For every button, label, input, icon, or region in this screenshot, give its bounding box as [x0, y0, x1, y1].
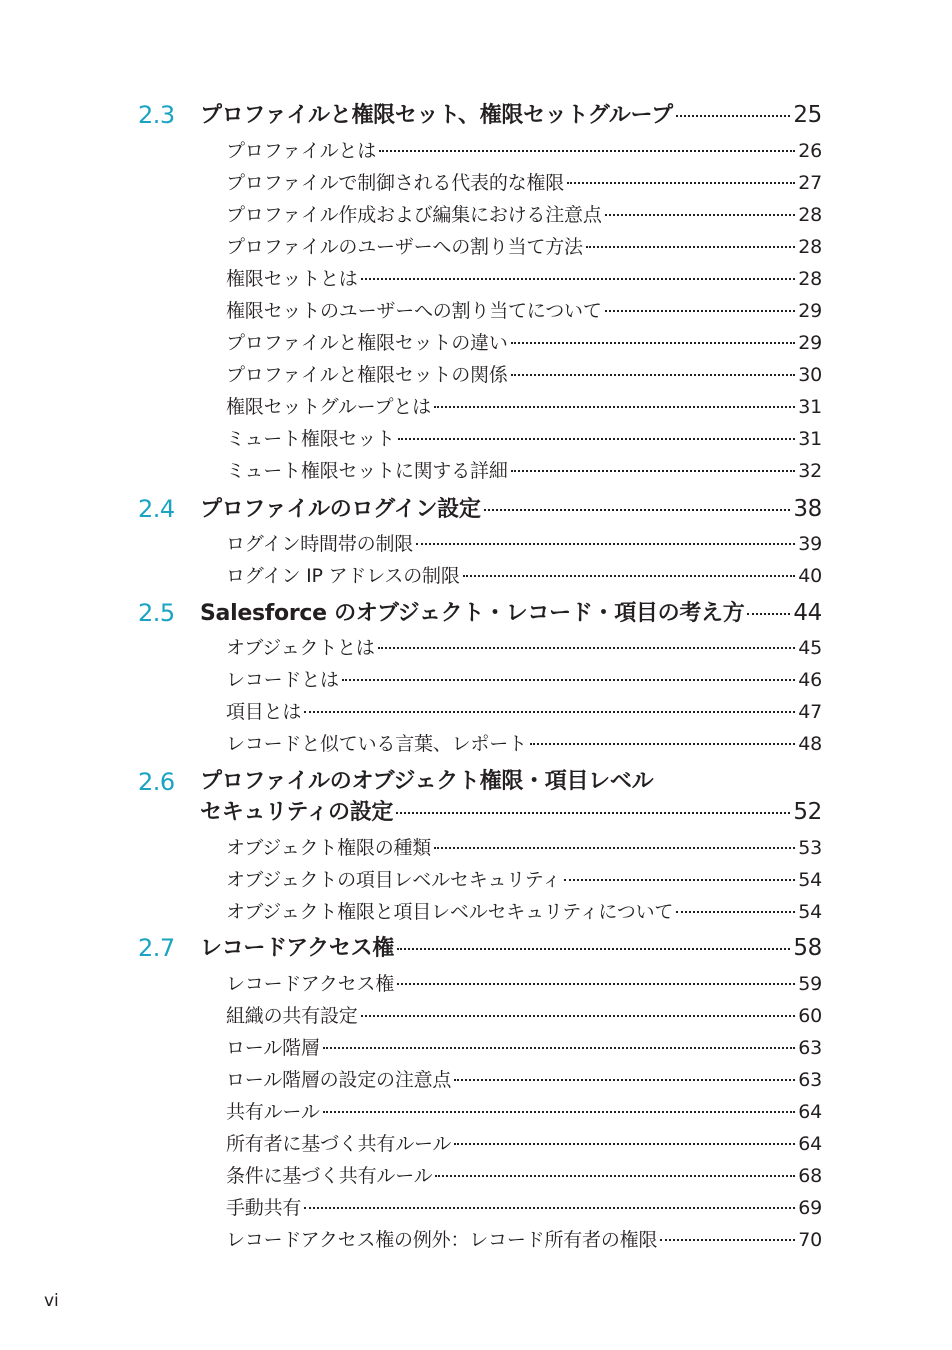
entry-title: ミュート権限セットに関する詳細: [226, 460, 508, 482]
toc-entry[interactable]: [226, 265, 822, 293]
dot-leader: [511, 470, 796, 472]
dot-leader: [416, 543, 795, 545]
entry-page: 32: [798, 460, 822, 482]
section-page: 58: [793, 935, 822, 961]
dot-leader: [323, 1111, 796, 1113]
entry-page: 46: [798, 669, 822, 691]
entry-title: 共有ルール: [226, 1101, 320, 1123]
entry-page: 31: [798, 428, 822, 450]
toc-entry[interactable]: [226, 866, 822, 894]
toc-entry[interactable]: [226, 1034, 822, 1062]
dot-leader: [530, 743, 795, 745]
dot-leader: [676, 911, 795, 913]
entry-page: 28: [798, 236, 822, 258]
entry-title: プロファイル作成および編集における注意点: [226, 204, 602, 226]
entry-page: 64: [798, 1101, 822, 1123]
toc-entry[interactable]: [226, 425, 822, 453]
toc-entry[interactable]: [226, 137, 822, 165]
entry-page: 68: [798, 1165, 822, 1187]
entry-page: 26: [798, 140, 822, 162]
entry-title: 手動共有: [226, 1197, 302, 1219]
dot-leader: [434, 406, 795, 408]
entry-page: 63: [798, 1037, 822, 1059]
toc-entry[interactable]: [226, 201, 822, 229]
entry-title: プロファイルで制御される代表的な権限: [226, 172, 565, 194]
section-number: 2.4: [138, 495, 175, 523]
dot-leader: [323, 1047, 796, 1049]
section-page: 25: [793, 102, 822, 128]
dot-leader: [454, 1143, 795, 1145]
section-number: 2.6: [138, 768, 175, 796]
toc-section-heading[interactable]: [200, 797, 822, 828]
entry-title: プロファイルのユーザーへの割り当て方法: [226, 236, 583, 258]
entry-title: 条件に基づく共有ルール: [226, 1165, 433, 1187]
entry-page: 39: [798, 533, 822, 555]
entry-title: オブジェクトの項目レベルセキュリティ: [226, 869, 561, 891]
entry-page: 53: [798, 837, 822, 859]
dot-leader: [397, 983, 795, 985]
toc-section-heading[interactable]: [200, 933, 822, 964]
toc-entry[interactable]: [226, 1002, 822, 1030]
entry-page: 29: [798, 332, 822, 354]
toc-entry[interactable]: [226, 297, 822, 325]
dot-leader: [463, 575, 796, 577]
entry-title: 権限セットのユーザーへの割り当てについて: [226, 300, 602, 322]
entry-page: 31: [798, 396, 822, 418]
dot-leader: [379, 150, 795, 152]
entry-page: 63: [798, 1069, 822, 1091]
entry-page: 59: [798, 973, 822, 995]
page-folio: vi: [44, 1291, 59, 1311]
entry-page: 30: [798, 364, 822, 386]
entry-title: ミュート権限セット: [226, 428, 395, 450]
dot-leader: [435, 1175, 795, 1177]
entry-title: レコードアクセス権の例外：レコード所有者の権限: [226, 1229, 658, 1251]
entry-title: レコードとは: [226, 669, 339, 691]
entry-page: 45: [798, 637, 822, 659]
dot-leader: [511, 342, 796, 344]
toc-entry[interactable]: [226, 169, 822, 197]
toc-entry[interactable]: [226, 834, 822, 862]
dot-leader: [378, 647, 796, 649]
entry-page: 48: [798, 733, 822, 755]
entry-title: プロファイルと権限セットの違い: [226, 332, 508, 354]
toc-entry[interactable]: [226, 1226, 822, 1254]
toc-entry[interactable]: [226, 730, 822, 758]
dot-leader: [454, 1079, 795, 1081]
dot-leader: [434, 847, 795, 849]
section-title: プロファイルと権限セット、権限セットグループ: [200, 103, 673, 128]
dot-leader: [586, 246, 795, 248]
toc-entry[interactable]: [226, 393, 822, 421]
toc-entry[interactable]: [226, 898, 822, 926]
entry-title: ロール階層: [226, 1037, 320, 1059]
toc-entry[interactable]: [226, 634, 822, 662]
toc-entry[interactable]: [226, 233, 822, 261]
entry-title: 権限セットとは: [226, 268, 358, 290]
dot-leader: [511, 374, 796, 376]
section-page: 44: [793, 600, 822, 626]
entry-page: 70: [798, 1229, 822, 1251]
entry-page: 29: [798, 300, 822, 322]
entry-page: 28: [798, 268, 822, 290]
dot-leader: [396, 812, 790, 814]
section-title-block[interactable]: [200, 767, 822, 797]
toc-entry[interactable]: [226, 457, 822, 485]
entry-title: オブジェクト権限と項目レベルセキュリティについて: [226, 901, 674, 923]
toc-entry[interactable]: [226, 666, 822, 694]
toc-entry[interactable]: [226, 1130, 822, 1158]
entry-title: レコードと似ている言葉、レポート: [226, 733, 527, 755]
section-number: 2.7: [138, 934, 175, 962]
toc-entry[interactable]: [226, 698, 822, 726]
dot-leader: [361, 278, 796, 280]
dot-leader: [605, 214, 796, 216]
section-page: 38: [793, 496, 822, 522]
toc-entry[interactable]: [226, 1194, 822, 1222]
dot-leader: [304, 711, 795, 713]
toc-entry[interactable]: [226, 329, 822, 357]
section-title: プロファイルのログイン設定: [200, 497, 481, 522]
entry-page: 47: [798, 701, 822, 723]
section-title-line1: プロファイルのオブジェクト権限・項目レベル: [200, 769, 654, 794]
entry-title: オブジェクトとは: [226, 637, 375, 659]
section-title: レコードアクセス権: [200, 936, 394, 961]
dot-leader: [660, 1239, 795, 1241]
dot-leader: [484, 509, 791, 511]
dot-leader: [747, 613, 790, 615]
entry-page: 28: [798, 204, 822, 226]
toc-section-heading[interactable]: [200, 494, 822, 525]
toc-entry[interactable]: [226, 1162, 822, 1190]
toc-entry[interactable]: [226, 1098, 822, 1126]
entry-page: 54: [798, 869, 822, 891]
dot-leader: [605, 310, 796, 312]
toc-section-heading[interactable]: [200, 100, 822, 131]
toc-entry[interactable]: [226, 361, 822, 389]
entry-page: 69: [798, 1197, 822, 1219]
entry-title: 項目とは: [226, 701, 302, 723]
entry-page: 60: [798, 1005, 822, 1027]
dot-leader: [342, 679, 795, 681]
toc-entry[interactable]: [226, 562, 822, 590]
entry-title: 所有者に基づく共有ルール: [226, 1133, 452, 1155]
entry-title: プロファイルとは: [226, 140, 377, 162]
dot-leader: [361, 1015, 796, 1017]
dot-leader: [676, 115, 791, 117]
entry-page: 27: [798, 172, 822, 194]
dot-leader: [304, 1207, 795, 1209]
entry-title: ログイン時間帯の制限: [226, 533, 414, 555]
entry-title: ロール階層の設定の注意点: [226, 1069, 452, 1091]
entry-title: 組織の共有設定: [226, 1005, 358, 1027]
entry-page: 54: [798, 901, 822, 923]
entry-title: レコードアクセス権: [226, 973, 395, 995]
toc-entry[interactable]: [226, 1066, 822, 1094]
section-title: Salesforce のオブジェクト・レコード・項目の考え方: [200, 601, 745, 626]
dot-leader: [397, 948, 790, 950]
toc-section-heading[interactable]: [200, 598, 822, 629]
toc-entry[interactable]: [226, 970, 822, 998]
section-number: 2.5: [138, 599, 175, 627]
entry-title: ログイン IP アドレスの制限: [226, 565, 460, 587]
section-number: 2.3: [138, 101, 175, 129]
entry-page: 40: [798, 565, 822, 587]
entry-title: 権限セットグループとは: [226, 396, 431, 418]
entry-title: プロファイルと権限セットの関係: [226, 364, 508, 386]
section-title: セキュリティの設定: [200, 800, 394, 825]
entry-page: 64: [798, 1133, 822, 1155]
dot-leader: [564, 879, 795, 881]
dot-leader: [398, 438, 795, 440]
section-page: 52: [793, 799, 822, 825]
dot-leader: [567, 182, 795, 184]
entry-title: オブジェクト権限の種類: [226, 837, 432, 859]
toc-entry[interactable]: [226, 530, 822, 558]
